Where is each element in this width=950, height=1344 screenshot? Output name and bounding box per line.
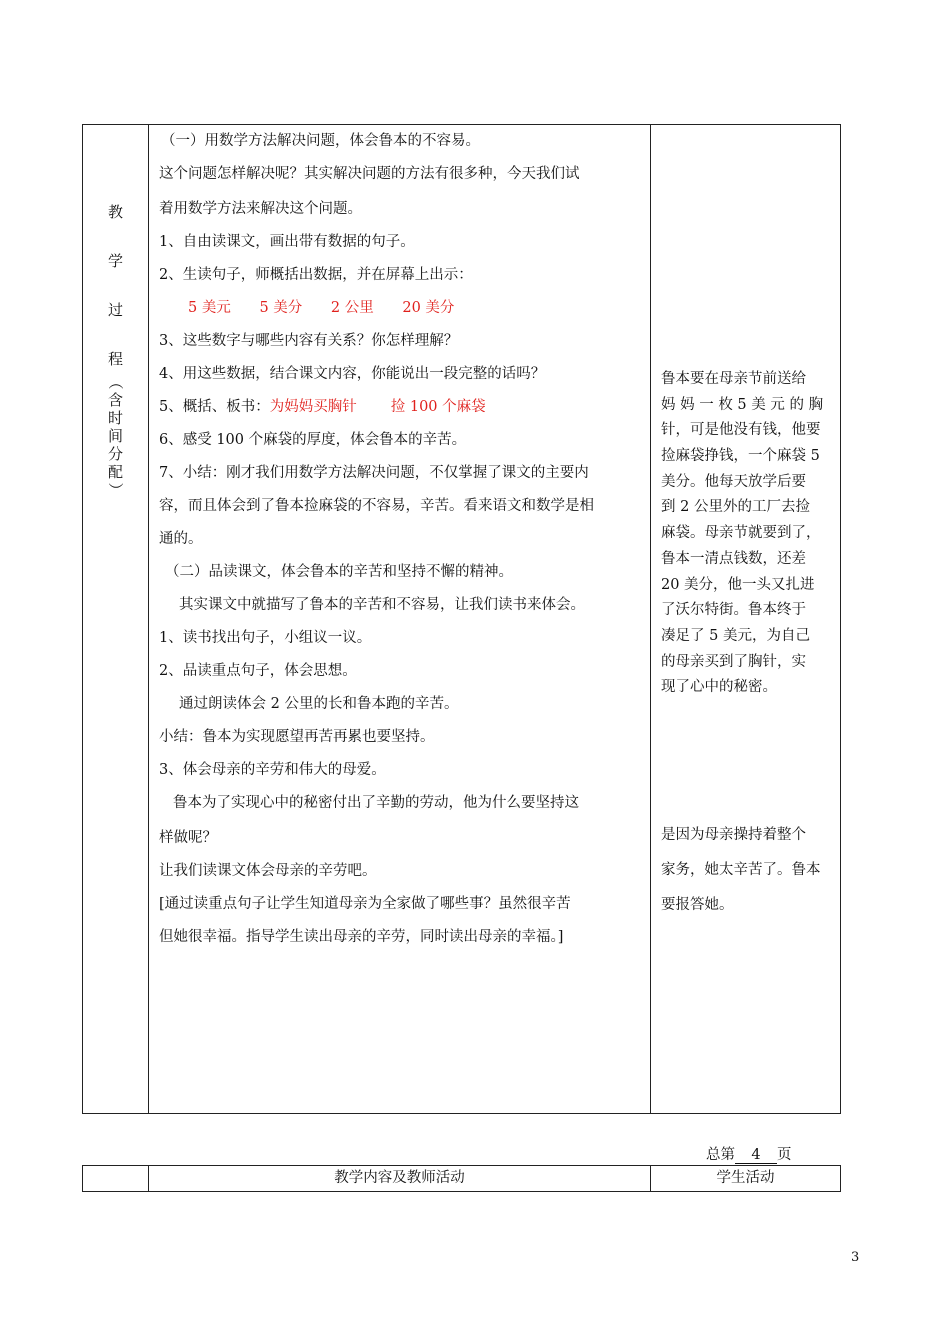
data-numbers-row	[159, 297, 653, 330]
blackboard-item: 捡 100 个麻袋	[390, 399, 486, 415]
student-line: 到 2 公里外的工厂去捡	[661, 499, 810, 516]
data-number: 20 美分	[402, 300, 455, 316]
blackboard-item: 为妈妈买胸针	[269, 399, 357, 415]
content-line: 4、用这些数据，结合课文内容，你能说出一段完整的话吗？	[159, 366, 546, 382]
content-line: 样做呢？	[159, 830, 217, 846]
content-line: 3、这些数字与哪些内容有关系？你怎样理解？	[159, 333, 459, 349]
student-line: 捡麻袋挣钱，一个麻袋 5	[661, 448, 820, 465]
side-label-time-note	[108, 373, 123, 499]
student-line: 凑足了 5 美元，为自己	[661, 627, 810, 644]
student-line: 针，可是他没有钱，他要	[661, 422, 821, 439]
blackboard-prefix: 5、概括、板书：	[159, 399, 270, 415]
student-activity-block-1	[661, 367, 837, 701]
student-line: 的母亲买到了胸针，实	[661, 653, 806, 670]
content-line: 这个问题怎样解决呢？其实解决问题的方法有很多种，今天我们试	[159, 166, 580, 182]
page-count-prefix: 总第	[706, 1147, 735, 1163]
side-label-char: 学	[107, 252, 123, 270]
student-line: 是因为母亲操持着整个	[661, 827, 806, 843]
content-line: 通过朗读体会 2 公里的长和鲁本跑的辛苦。	[179, 696, 459, 712]
content-line: 1、读书找出句子，小组议一议。	[159, 630, 372, 646]
content-line: 6、感受 100 个麻袋的厚度，体会鲁本的辛苦。	[159, 432, 467, 448]
student-line: 现了心中的秘密。	[661, 679, 777, 696]
content-line: 2、品读重点句子，体会思想。	[159, 663, 357, 679]
page-count-suffix: 页	[777, 1147, 792, 1163]
content-line: 容，而且体会到了鲁本捡麻袋的不容易，辛苦。看来语文和数学是相	[159, 498, 594, 514]
content-line: 让我们读课文体会母亲的辛劳吧。	[159, 863, 377, 879]
side-label-char: ）	[106, 482, 125, 498]
content-line: 7、小结：刚才我们用数学方法解决问题，不仅掌握了课文的主要内	[159, 465, 589, 481]
side-label-char: 分	[107, 445, 123, 463]
teacher-content	[159, 130, 653, 959]
blackboard-line	[159, 396, 653, 429]
content-line: 2、生读句子，师概括出数据，并在屏幕上出示：	[159, 267, 473, 283]
section-heading: （二）品读课文，体会鲁本的辛苦和坚持不懈的精神。	[165, 564, 513, 580]
content-line: 1、自由读课文，画出带有数据的句子。	[159, 234, 415, 250]
side-label-char: 含	[107, 391, 123, 409]
data-number: 5 美分	[259, 300, 303, 316]
content-line: [通过读重点句子让学生知道母亲为全家做了哪些事？虽然很辛苦	[159, 896, 571, 912]
content-line: 着用数学方法来解决这个问题。	[159, 201, 362, 217]
content-line: 3、体会母亲的辛劳和伟大的母爱。	[159, 762, 386, 778]
student-line: 美分。他每天放学后要	[661, 473, 806, 490]
page-number: 3	[851, 1250, 860, 1265]
content-line: （一）用数学方法解决问题，体会鲁本的不容易。	[161, 133, 480, 149]
student-line: 鲁本要在母亲节前送给	[661, 371, 806, 387]
student-activity-block-2	[661, 818, 837, 923]
side-label-char: 程	[107, 350, 123, 368]
side-label-char: 配	[107, 463, 123, 481]
data-number: 5 美元	[188, 300, 231, 316]
side-label-char: 间	[107, 427, 123, 445]
content-line: 其实课文中就描写了鲁本的辛苦和不容易，让我们读书来体会。	[179, 597, 585, 613]
next-table-header	[82, 1165, 841, 1192]
content-line: 但她很幸福。指导学生读出母亲的辛劳，同时读出母亲的幸福。]	[159, 929, 564, 945]
content-line: 通的。	[159, 531, 203, 547]
total-page-count	[706, 1143, 792, 1164]
student-line: 鲁本一清点钱数，还差	[661, 550, 806, 567]
student-line: 了沃尔特街。鲁本终于	[661, 602, 806, 619]
header-teacher-activity: 教学内容及教师活动	[334, 1170, 465, 1186]
student-line: 20 美分，他一头又扎进	[661, 576, 815, 593]
student-line: 家务，她太辛苦了。鲁本	[661, 862, 821, 878]
side-label-char: 过	[107, 301, 123, 319]
lesson-table	[82, 124, 841, 1114]
side-label-char: 时	[107, 409, 123, 427]
column-divider-1	[148, 125, 149, 1113]
page-count-value: 4	[735, 1147, 777, 1164]
header-student-activity: 学生活动	[716, 1170, 775, 1186]
student-line: 麻袋。母亲节就要到了，	[661, 525, 821, 542]
side-label-teaching-process	[83, 205, 148, 499]
content-line: 小结：鲁本为实现愿望再苦再累也要坚持。	[159, 729, 435, 745]
student-line: 要报答她。	[661, 897, 734, 913]
side-label-char: （	[106, 374, 125, 390]
student-line: 妈 妈 一 枚 5 美 元 的 胸	[661, 396, 824, 413]
side-label-char: 教	[107, 203, 123, 221]
content-line: 鲁本为了实现心中的秘密付出了辛勤的劳动，他为什么要坚持这	[173, 795, 579, 811]
data-number: 2 公里	[330, 300, 374, 316]
